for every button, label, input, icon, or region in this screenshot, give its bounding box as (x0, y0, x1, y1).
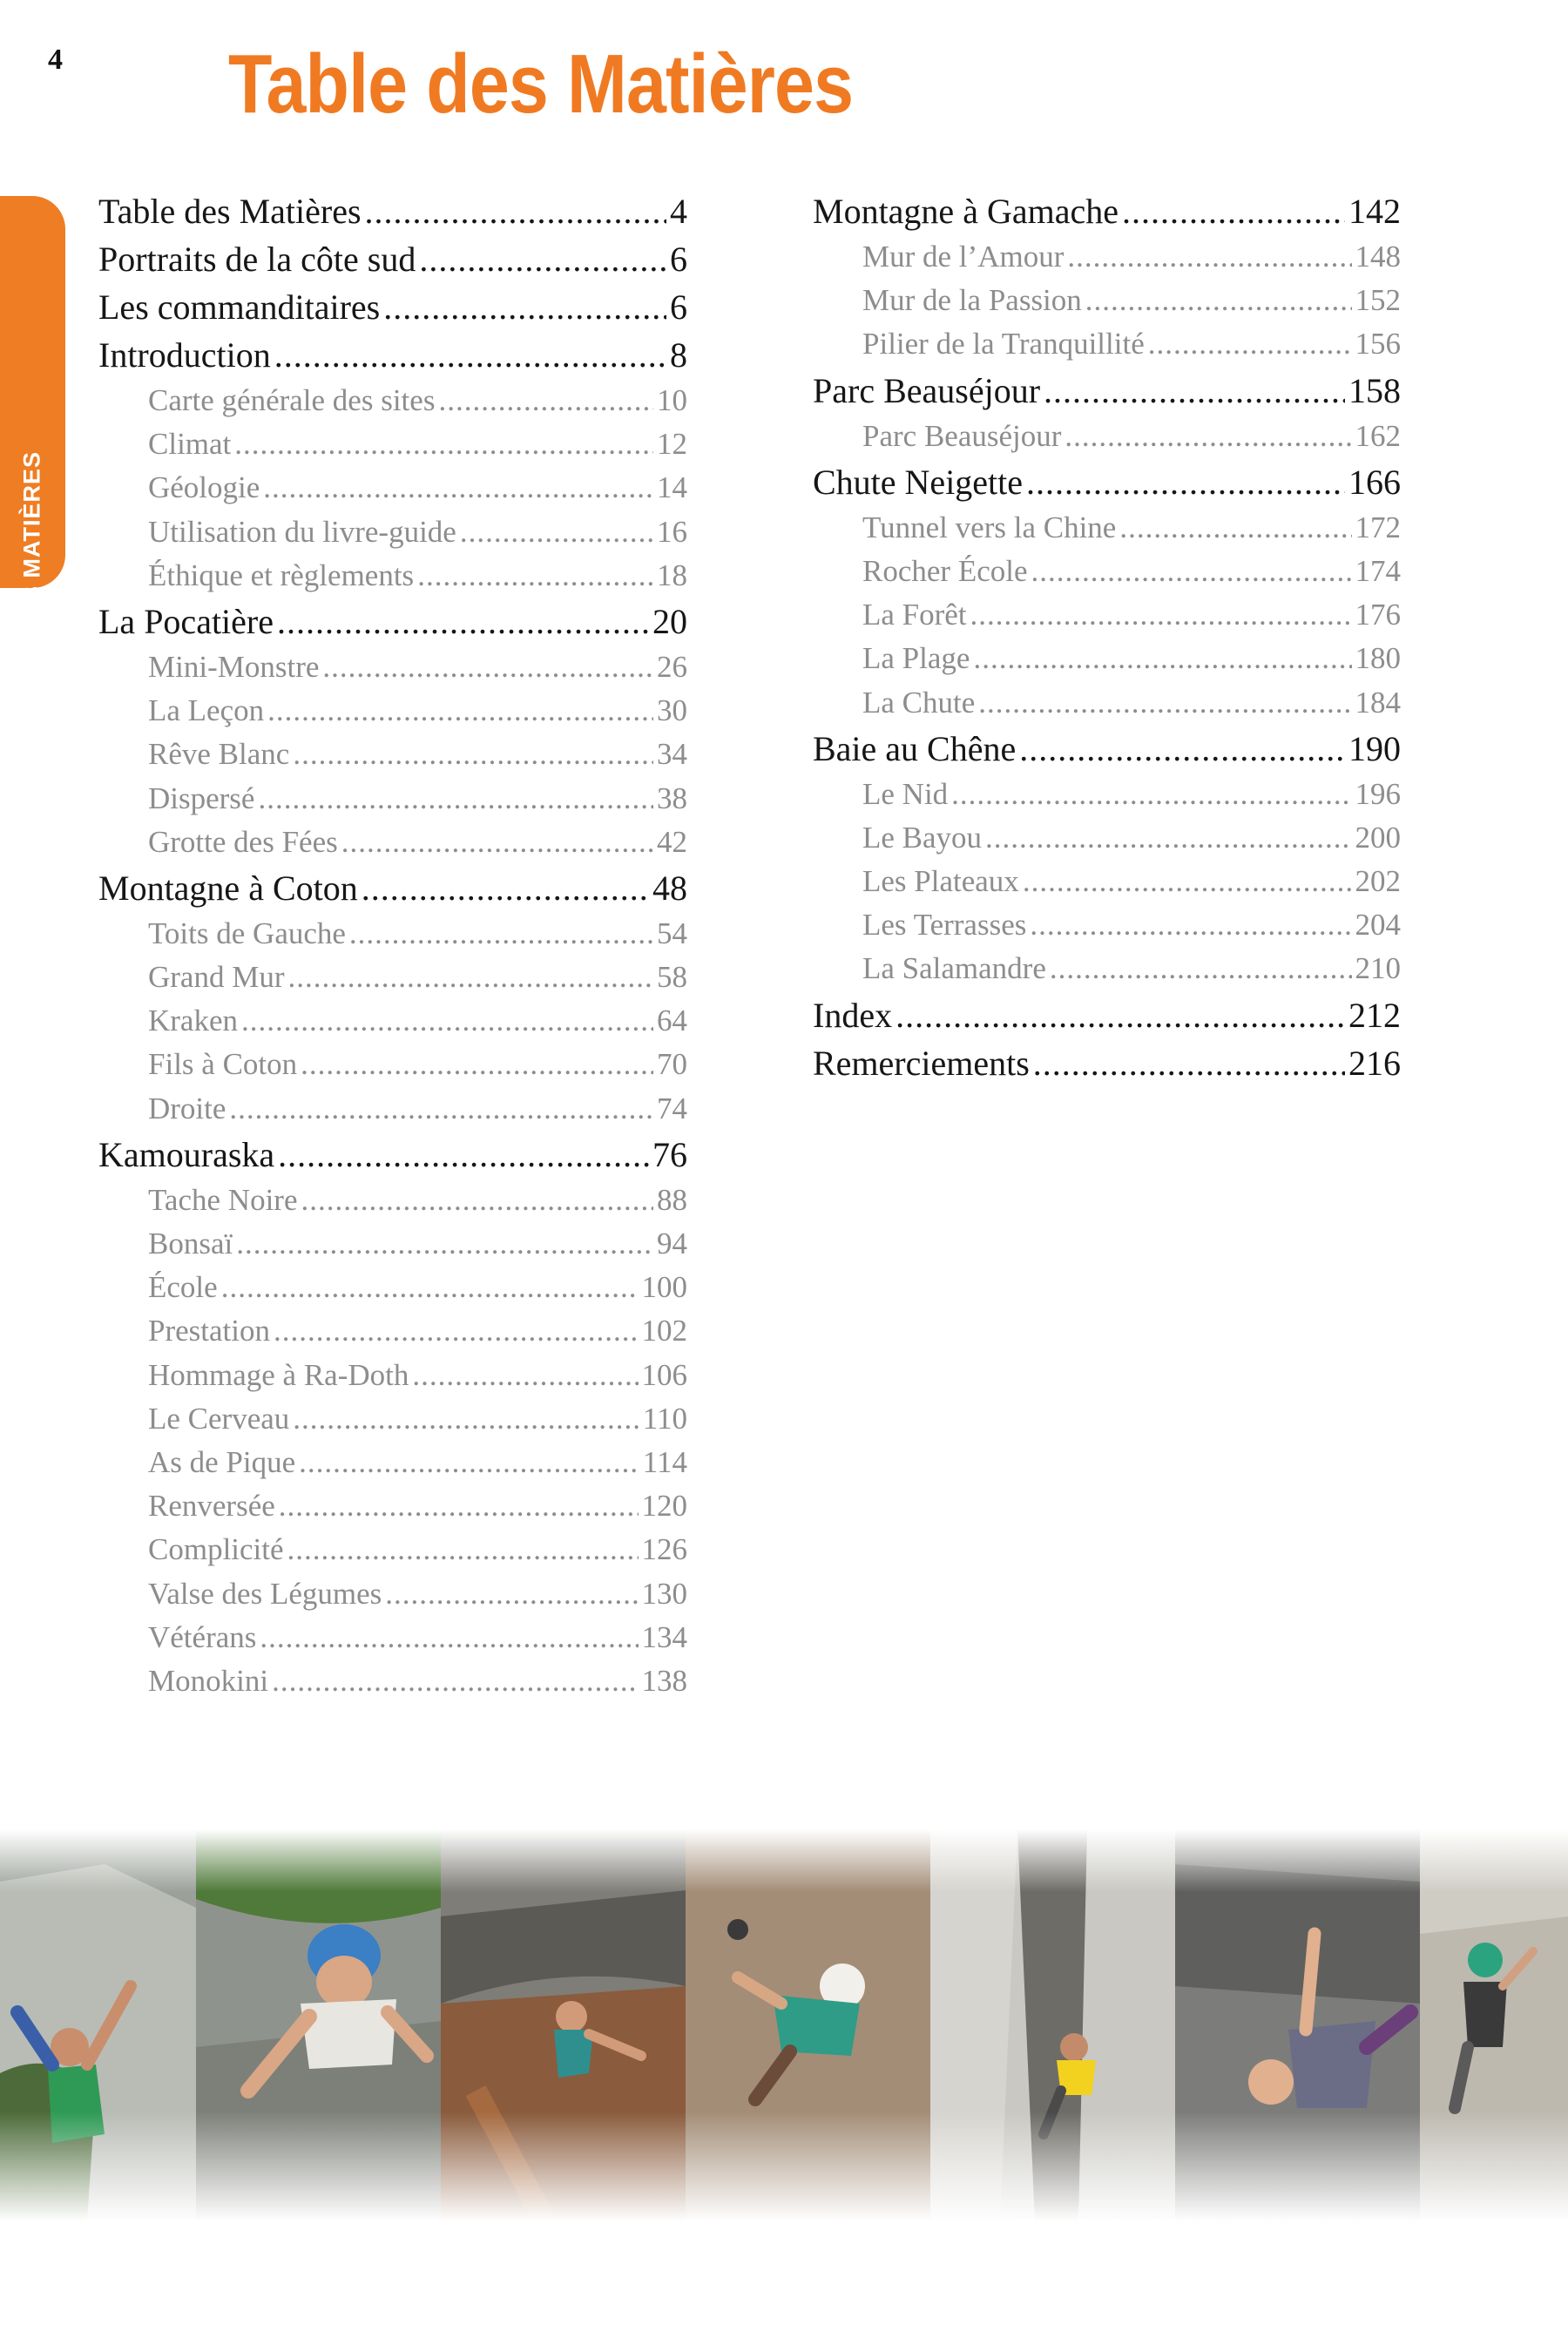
toc-section-entry (98, 956, 687, 999)
toc-leader-dots (279, 1484, 639, 1528)
toc-entry-label: Grand Mur (148, 960, 285, 995)
toc-entry-page: 106 (641, 1357, 687, 1392)
toc-entry-page: 190 (1348, 728, 1401, 768)
toc-entry-page: 14 (657, 470, 687, 505)
toc-entry-label: Carte générale des sites (148, 383, 436, 417)
toc-section-entry (98, 1043, 687, 1086)
toc-section-entry (98, 1179, 687, 1222)
toc-leader-dots (385, 1572, 638, 1616)
toc-entry-page: 134 (641, 1619, 687, 1654)
page-title: Table des Matières (228, 37, 854, 131)
toc-section-entry (98, 422, 687, 466)
toc-entry-label: Bonsaï (148, 1227, 233, 1260)
toc-section-entry (813, 681, 1401, 725)
toc-leader-dots (1026, 458, 1345, 506)
toc-leader-dots (1122, 187, 1345, 235)
toc-entry-page: 166 (1348, 462, 1401, 502)
toc-entry-label: Valse des Légumes (148, 1576, 382, 1611)
toc-entry-page: 20 (652, 601, 687, 641)
toc-entry-label: Fils à Coton (148, 1047, 298, 1082)
toc-section-entry (98, 1659, 687, 1703)
toc-leader-dots (287, 1528, 639, 1571)
toc-chapter-entry (813, 725, 1401, 773)
toc-section-entry (98, 645, 687, 689)
toc-leader-dots (362, 864, 649, 912)
toc-leader-dots (1085, 279, 1352, 322)
toc-entry-label: Toits de Gauche (148, 916, 346, 950)
toc-section-entry (813, 322, 1401, 366)
toc-entry-label: Vétérans (148, 1619, 257, 1654)
toc-entry-label: Géologie (148, 470, 260, 505)
photo-climber-2 (196, 1829, 441, 2221)
toc-section-entry (813, 773, 1401, 816)
toc-section-entry (813, 947, 1401, 990)
toc-chapter-entry (813, 367, 1401, 415)
toc-entry-page: 88 (657, 1182, 687, 1217)
toc-entry-label: Kraken (148, 1004, 239, 1038)
toc-chapter-entry (813, 991, 1401, 1039)
photo-climber-5 (930, 1829, 1175, 2221)
toc-leader-dots (365, 187, 666, 235)
toc-section-entry (813, 415, 1401, 458)
toc-entry-page: 130 (641, 1576, 687, 1611)
toc-entry-page: 120 (641, 1489, 687, 1524)
toc-leader-dots (970, 593, 1352, 637)
toc-entry-label: Mur de la Passion (862, 283, 1082, 318)
toc-leader-dots (460, 510, 653, 554)
toc-leader-dots (258, 777, 653, 821)
toc-entry-page: 200 (1355, 820, 1401, 855)
toc-section-entry (98, 1397, 687, 1441)
toc-leader-dots (1148, 322, 1352, 366)
toc-leader-dots (278, 1131, 649, 1179)
toc-section-entry (813, 637, 1401, 680)
toc-section-entry (813, 860, 1401, 903)
toc-entry-label: Montagne à Gamache (813, 192, 1119, 231)
toc-entry-page: 30 (657, 693, 687, 728)
toc-entry-page: 180 (1355, 641, 1401, 676)
toc-entry-label: Les Terrasses (862, 908, 1027, 943)
toc-leader-dots (1050, 947, 1352, 990)
toc-entry-label: La Leçon (148, 693, 265, 728)
toc-entry-label: Les Plateaux (862, 864, 1019, 899)
photo-climber-4 (686, 1829, 930, 2221)
toc-entry-page: 76 (652, 1134, 687, 1174)
toc-entry-page: 176 (1355, 598, 1401, 632)
toc-entry-page: 4 (670, 192, 687, 231)
toc-entry-page: 12 (657, 427, 687, 462)
toc-leader-dots (260, 1616, 638, 1659)
toc-entry-label: Parc Beauséjour (862, 418, 1062, 453)
toc-section-entry (813, 903, 1401, 947)
toc-section-entry (98, 912, 687, 956)
toc-leader-dots (267, 689, 653, 733)
toc-section-entry (813, 816, 1401, 860)
toc-entry-label: Prestation (148, 1314, 270, 1348)
toc-entry-label: Tache Noire (148, 1182, 298, 1217)
toc-entry-page: 54 (657, 916, 687, 950)
toc-entry-label: Droite (148, 1091, 226, 1125)
toc-chapter-entry (813, 1039, 1401, 1087)
toc-entry-page: 184 (1355, 685, 1401, 720)
toc-leader-dots (1031, 550, 1352, 593)
toc-entry-page: 174 (1355, 553, 1401, 588)
toc-entry-page: 110 (642, 1401, 687, 1436)
toc-leader-dots (1119, 506, 1351, 550)
toc-entry-label: Chute Neigette (813, 462, 1024, 502)
photo-climber-7 (1420, 1829, 1568, 2221)
toc-entry-label: Monokini (148, 1663, 269, 1698)
toc-entry-page: 114 (642, 1444, 687, 1479)
toc-entry-page: 6 (670, 287, 687, 327)
toc-leader-dots (349, 912, 653, 956)
toc-entry-page: 202 (1355, 864, 1401, 899)
toc-entry-label: Éthique et règlements (148, 558, 415, 592)
toc-entry-page: 216 (1348, 1043, 1401, 1083)
toc-entry-page: 138 (641, 1663, 687, 1698)
toc-entry-label: Renversée (148, 1489, 275, 1524)
toc-leader-dots (1044, 367, 1345, 415)
toc-entry-page: 210 (1355, 951, 1401, 986)
toc-leader-dots (263, 466, 653, 510)
toc-entry-label: Pilier de la Tranquillité (862, 327, 1145, 362)
toc-entry-label: La Salamandre (862, 951, 1046, 986)
toc-section-entry (98, 466, 687, 510)
toc-entry-page: 94 (657, 1227, 687, 1260)
toc-chapter-entry (813, 187, 1401, 235)
toc-entry-label: Mini-Monstre (148, 649, 320, 684)
toc-section-entry (813, 593, 1401, 637)
toc-leader-dots (293, 1397, 639, 1441)
toc-section-entry (98, 1441, 687, 1484)
toc-entry-label: Baie au Chêne (813, 728, 1017, 768)
toc-leader-dots (293, 733, 653, 776)
toc-entry-page: 70 (657, 1047, 687, 1082)
toc-entry-label: La Plage (862, 641, 970, 676)
toc-chapter-entry (98, 187, 687, 235)
toc-entry-label: Le Bayou (862, 820, 983, 855)
toc-chapter-entry (98, 1131, 687, 1179)
toc-section-entry (813, 550, 1401, 593)
toc-chapter-entry (813, 458, 1401, 506)
toc-entry-label: La Pocatière (98, 601, 274, 641)
toc-chapter-entry (98, 598, 687, 645)
toc-entry-page: 100 (641, 1270, 687, 1305)
toc-entry-page: 196 (1355, 776, 1401, 811)
toc-entry-label: Portraits de la côte sud (98, 240, 416, 279)
toc-section-entry (98, 1484, 687, 1528)
toc-leader-dots (234, 422, 653, 466)
toc-section-entry (98, 999, 687, 1043)
toc-leader-dots (951, 773, 1351, 816)
toc-entry-page: 142 (1348, 192, 1401, 231)
toc-leader-dots (383, 283, 666, 331)
toc-leader-dots (236, 1222, 653, 1266)
toc-entry-page: 26 (657, 649, 687, 684)
toc-entry-label: Les commanditaires (98, 287, 381, 327)
toc-section-entry (98, 821, 687, 864)
toc-leader-dots (419, 235, 666, 283)
toc-entry-label: Parc Beauséjour (813, 370, 1041, 410)
toc-entry-label: Rocher École (862, 553, 1028, 588)
toc-leader-dots (1067, 235, 1351, 279)
toc-section-entry (813, 235, 1401, 279)
toc-leader-dots (301, 1043, 653, 1086)
toc-section-entry (98, 1266, 687, 1309)
toc-leader-dots (412, 1354, 638, 1397)
toc-section-entry (813, 506, 1401, 550)
toc-entry-page: 148 (1355, 240, 1401, 274)
toc-entry-label: Le Cerveau (148, 1401, 290, 1436)
toc-entry-label: Dispersé (148, 781, 255, 815)
toc-leader-dots (288, 956, 654, 999)
toc-leader-dots (241, 999, 653, 1043)
toc-entry-label: Hommage à Ra-Doth (148, 1357, 409, 1392)
toc-entry-label: La Forêt (862, 598, 967, 632)
toc-entry-page: 152 (1355, 283, 1401, 318)
toc-section-entry (98, 1354, 687, 1397)
toc-entry-page: 6 (670, 240, 687, 279)
toc-section-entry (98, 379, 687, 422)
toc-leader-dots (1030, 903, 1351, 947)
toc-entry-label: Index (813, 995, 893, 1035)
toc-section-entry (98, 1087, 687, 1131)
toc-section-entry (98, 1309, 687, 1353)
toc-entry-page: 158 (1348, 370, 1401, 410)
toc-entry-page: 16 (657, 514, 687, 549)
toc-chapter-entry (98, 331, 687, 379)
toc-section-entry (813, 279, 1401, 322)
photo-climber-6 (1175, 1829, 1420, 2221)
toc-leader-dots (299, 1441, 639, 1484)
toc-entry-page: 34 (657, 737, 687, 772)
section-side-tab (0, 196, 65, 726)
toc-entry-label: Tunnel vers la Chine (862, 510, 1117, 544)
toc-section-entry (98, 1616, 687, 1659)
photo-climber-1 (0, 1829, 196, 2221)
toc-leader-dots (274, 1309, 639, 1353)
toc-right-column (813, 187, 1401, 1087)
toc-leader-dots (1019, 725, 1345, 773)
page-number: 4 (48, 44, 63, 76)
toc-entry-label: Mur de l’Amour (862, 240, 1064, 274)
toc-entry-label: Kamouraska (98, 1134, 275, 1174)
toc-chapter-entry (98, 283, 687, 331)
toc-entry-label: Montagne à Coton (98, 868, 358, 908)
toc-entry-page: 212 (1348, 995, 1401, 1035)
photo-climber-3 (441, 1829, 686, 2221)
toc-left-column (98, 187, 687, 1703)
toc-leader-dots (229, 1087, 653, 1131)
toc-entry-label: Rêve Blanc (148, 737, 290, 772)
toc-chapter-entry (98, 864, 687, 912)
side-tab-label: TABLE DES MATIÈRES (18, 450, 45, 726)
toc-section-entry (98, 1572, 687, 1616)
toc-entry-label: Complicité (148, 1532, 284, 1567)
toc-entry-page: 38 (657, 781, 687, 815)
toc-leader-dots (272, 1659, 638, 1703)
toc-leader-dots (277, 598, 649, 645)
toc-entry-label: Remerciements (813, 1043, 1030, 1083)
toc-leader-dots (1023, 860, 1352, 903)
toc-entry-page: 204 (1355, 908, 1401, 943)
toc-entry-page: 172 (1355, 510, 1401, 544)
toc-leader-dots (978, 681, 1351, 725)
toc-leader-dots (985, 816, 1351, 860)
toc-leader-dots (1033, 1039, 1345, 1087)
toc-entry-label: Climat (148, 427, 232, 462)
toc-entry-label: Introduction (98, 335, 271, 375)
toc-entry-page: 102 (641, 1314, 687, 1348)
toc-entry-label: La Chute (862, 685, 976, 720)
toc-entry-label: École (148, 1270, 218, 1305)
toc-leader-dots (973, 637, 1351, 680)
toc-entry-page: 42 (657, 824, 687, 859)
toc-leader-dots (221, 1266, 639, 1309)
toc-leader-dots (417, 554, 653, 598)
toc-leader-dots (1064, 415, 1351, 458)
toc-entry-page: 18 (657, 558, 687, 592)
toc-entry-label: Utilisation du livre-guide (148, 514, 456, 549)
toc-entry-label: Le Nid (862, 776, 949, 811)
toc-leader-dots (301, 1179, 653, 1222)
toc-leader-dots (274, 331, 666, 379)
toc-entry-page: 64 (657, 1004, 687, 1038)
climbing-photo-strip (0, 1829, 1568, 2221)
toc-entry-page: 162 (1355, 418, 1401, 453)
toc-section-entry (98, 1222, 687, 1266)
toc-leader-dots (322, 645, 653, 689)
toc-entry-label: Table des Matières (98, 192, 362, 231)
toc-entry-page: 74 (657, 1091, 687, 1125)
toc-entry-page: 156 (1355, 327, 1401, 362)
toc-section-entry (98, 733, 687, 776)
toc-leader-dots (438, 379, 653, 422)
toc-entry-page: 126 (641, 1532, 687, 1567)
toc-section-entry (98, 1528, 687, 1571)
toc-entry-label: Grotte des Fées (148, 824, 338, 859)
toc-section-entry (98, 510, 687, 554)
toc-section-entry (98, 689, 687, 733)
toc-entry-page: 8 (670, 335, 687, 375)
toc-entry-page: 58 (657, 960, 687, 995)
toc-section-entry (98, 777, 687, 821)
toc-entry-page: 10 (657, 383, 687, 417)
toc-entry-page: 48 (652, 868, 687, 908)
toc-leader-dots (896, 991, 1345, 1039)
toc-chapter-entry (98, 235, 687, 283)
toc-leader-dots (341, 821, 653, 864)
toc-section-entry (98, 554, 687, 598)
toc-entry-label: As de Pique (148, 1444, 296, 1479)
